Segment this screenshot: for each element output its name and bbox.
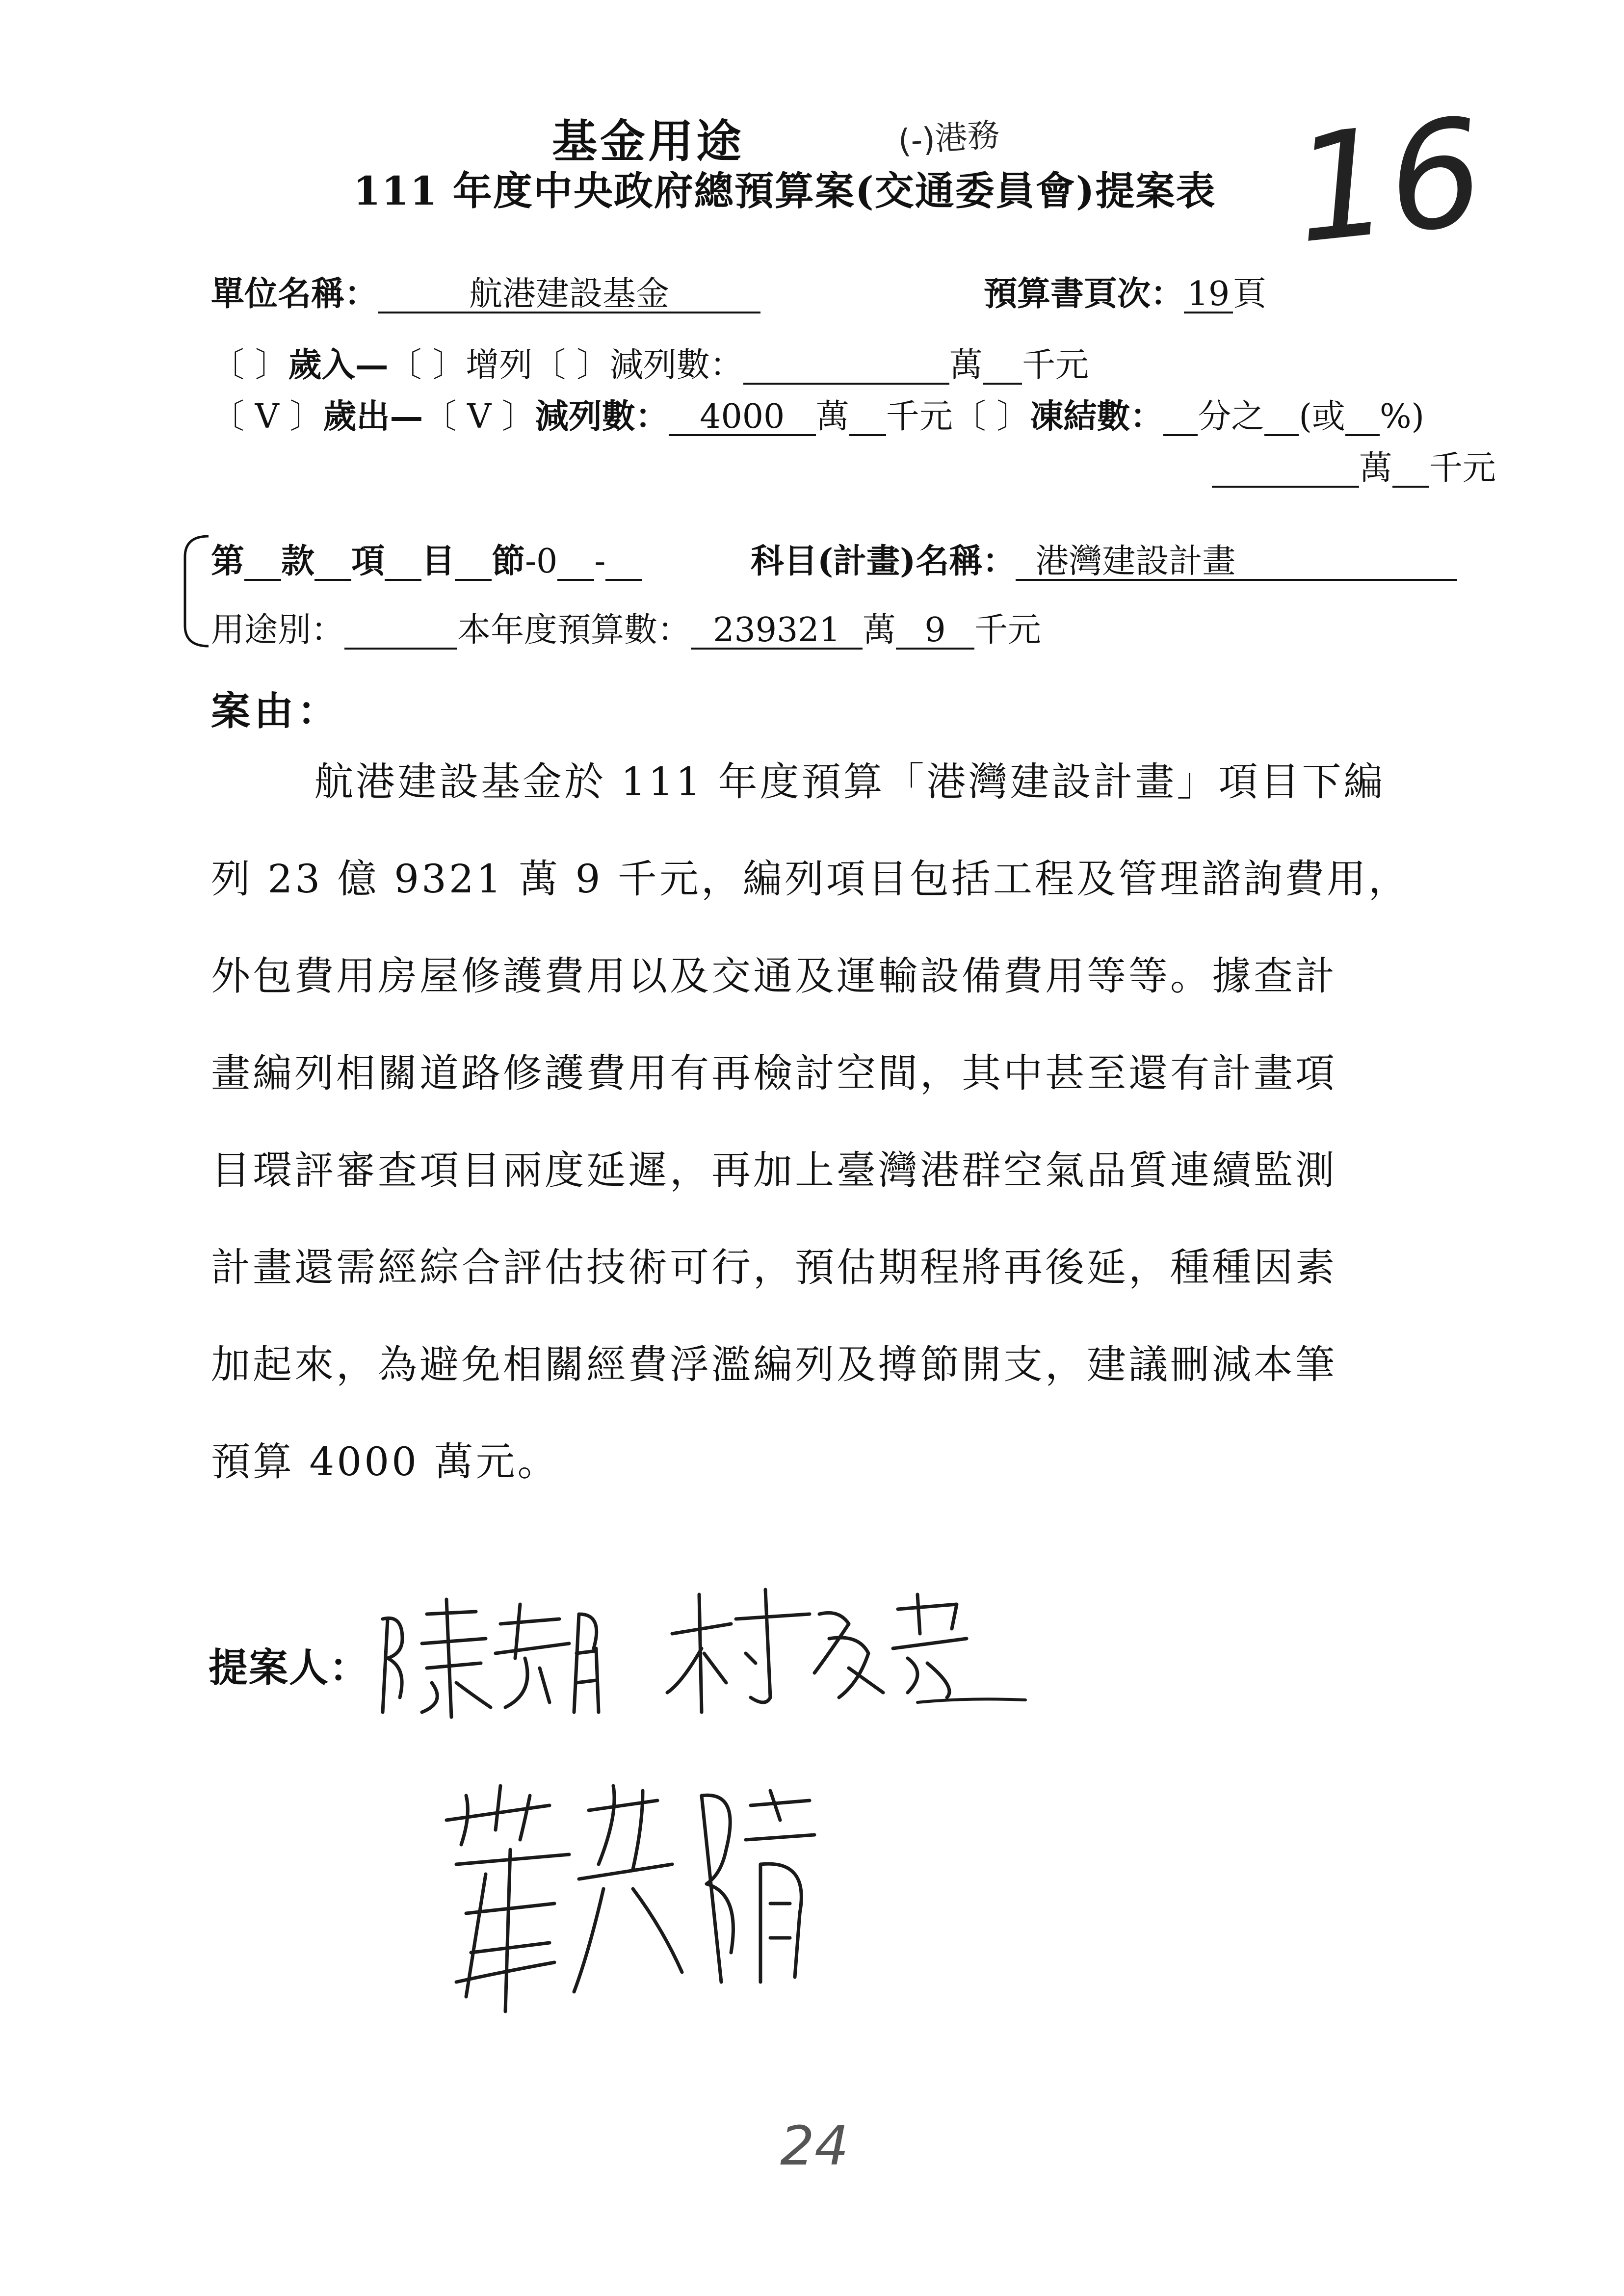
reason-line: 目環評審查項目兩度延遲，再加上臺灣港群空氣品質連續監測 xyxy=(211,1148,1337,1193)
expenditure-sub-checkbox: 〔 V 〕 xyxy=(423,397,535,436)
unit-row xyxy=(211,267,760,315)
proposer-label: 提案人： xyxy=(209,1644,369,1691)
revenue-qian: 千元 xyxy=(1022,346,1089,385)
subject-label: 科目(計畫)名稱： xyxy=(751,542,1016,581)
expenditure-wan: 萬 xyxy=(815,397,849,436)
revenue-add-checkbox: 〔 〕 xyxy=(388,346,466,385)
budget-qian-unit: 千元 xyxy=(974,611,1042,650)
signature-1 xyxy=(373,1585,603,1732)
revenue-sub-label: 減列數： xyxy=(609,346,743,385)
freeze-wan: 萬 xyxy=(1359,449,1393,488)
usage-label: 用途別： xyxy=(211,611,345,650)
subject-name: 港灣建設計畫 xyxy=(1016,544,1457,581)
item-bracket xyxy=(174,532,213,650)
usage-row xyxy=(211,603,1041,651)
item-kuan: 款 xyxy=(281,542,315,581)
freeze-label: 凍結數： xyxy=(1030,397,1164,436)
item-jie-value: -0 xyxy=(525,542,558,581)
item-jie: 節 xyxy=(492,542,525,581)
freeze-qian: 千元 xyxy=(1429,449,1496,488)
budget-page-row xyxy=(984,267,1266,315)
expenditure-sub-label: 減列數： xyxy=(535,397,669,436)
unit-label: 單位名稱： xyxy=(211,274,378,313)
budget-wan-unit: 萬 xyxy=(863,611,896,650)
freeze-or: (或 xyxy=(1299,397,1345,436)
freeze-amount-row xyxy=(1212,442,1496,489)
revenue-sub-checkbox: 〔 〕 xyxy=(532,346,610,385)
revenue-add-label: 增列 xyxy=(466,346,533,385)
signature-2 xyxy=(653,1575,1035,1722)
reason-line: 外包費用房屋修護費用以及交通及運輸設備費用等等。據查計 xyxy=(211,953,1337,999)
reason-line: 計畫還需經綜合評估技術可行，預估期程將再後延，種種因素 xyxy=(211,1245,1337,1290)
expenditure-checkbox: 〔 V 〕 xyxy=(211,397,323,436)
budget-qian: 9 xyxy=(896,613,974,650)
subject-row xyxy=(751,535,1457,582)
revenue-row xyxy=(211,339,1089,386)
freeze-percent: %) xyxy=(1379,397,1425,436)
budget-label: 本年度預算數： xyxy=(457,611,691,650)
signature-3 xyxy=(427,1766,829,2021)
budget-page-number: 19 xyxy=(1184,277,1233,313)
reduction-amount: 4000 xyxy=(669,399,816,436)
reason-line: 預算 4000 萬元。 xyxy=(211,1439,559,1485)
fund-usage-stamp: 基金用途 xyxy=(552,115,745,168)
freeze-fraction: 分之 xyxy=(1198,397,1265,436)
reason-line: 畫編列相關道路修護費用有再檢討空間，其中甚至還有計畫項 xyxy=(211,1050,1337,1096)
page-number: 24 xyxy=(780,2114,849,2177)
revenue-label: 歲入— xyxy=(288,345,389,385)
form-title: 111 年度中央政府總預算案(交通委員會)提案表 xyxy=(353,168,1216,214)
expenditure-label: 歲出— xyxy=(323,397,423,436)
budget-wan: 239321 xyxy=(691,613,863,650)
item-xiang: 項 xyxy=(351,542,385,581)
unit-name: 航港建設基金 xyxy=(378,277,760,313)
reason-label: 案由： xyxy=(211,688,341,734)
item-row xyxy=(211,535,642,582)
item-mu: 目 xyxy=(421,542,455,581)
budget-page-suffix: 頁 xyxy=(1233,275,1267,313)
item-di: 第 xyxy=(211,542,245,581)
expenditure-qian: 千元 xyxy=(886,397,953,436)
reason-line: 加起來，為避免相關經費浮濫編列及撙節開支，建議刪減本筆 xyxy=(211,1342,1337,1387)
budget-page-label: 預算書頁次： xyxy=(984,274,1184,313)
freeze-checkbox: 〔 〕 xyxy=(952,397,1030,436)
expenditure-row xyxy=(211,390,1424,438)
reason-line: 航港建設基金於 111 年度預算「港灣建設計畫」項目下編 xyxy=(314,759,1386,805)
item-dash: - xyxy=(594,542,606,581)
reason-body xyxy=(211,733,1423,1511)
handwritten-annotation: (-)港務 xyxy=(896,115,1001,161)
form-number: 16 xyxy=(1286,86,1491,276)
reason-line: 列 23 億 9321 萬 9 千元，編列項目包括工程及管理諮詢費用， xyxy=(211,856,1410,902)
revenue-checkbox: 〔 〕 xyxy=(211,346,288,385)
revenue-wan: 萬 xyxy=(949,346,983,385)
